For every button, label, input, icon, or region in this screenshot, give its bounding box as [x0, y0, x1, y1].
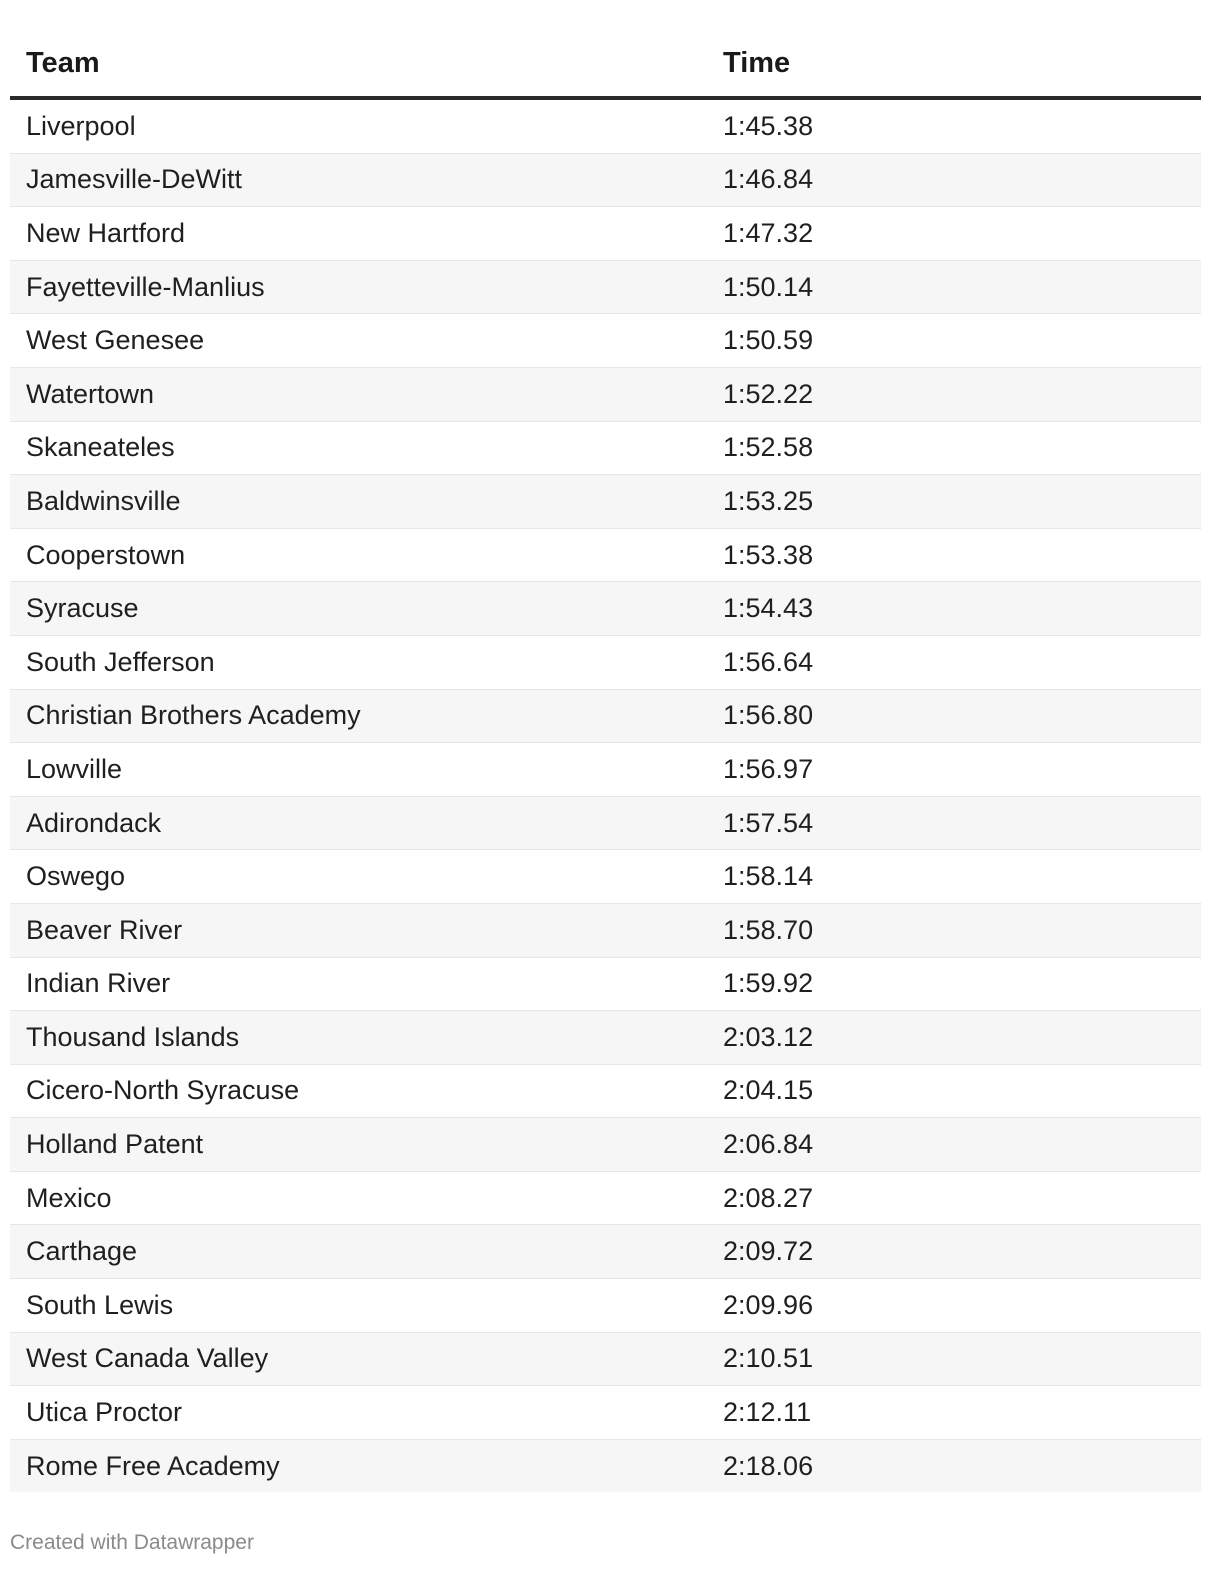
time-cell: 1:47.32: [707, 207, 1201, 261]
team-cell: Christian Brothers Academy: [10, 689, 707, 743]
time-cell: 2:08.27: [707, 1171, 1201, 1225]
time-cell: 1:54.43: [707, 582, 1201, 636]
results-table-container: [10, 30, 1201, 1492]
team-cell: Indian River: [10, 957, 707, 1011]
team-cell: Fayetteville-Manlius: [10, 260, 707, 314]
time-cell: 2:03.12: [707, 1011, 1201, 1065]
team-cell: Beaver River: [10, 903, 707, 957]
time-cell: 1:59.92: [707, 957, 1201, 1011]
table-body: [10, 98, 1201, 1492]
time-cell: 1:50.14: [707, 260, 1201, 314]
team-cell: New Hartford: [10, 207, 707, 261]
table-row: [10, 1064, 1201, 1118]
table-row: [10, 260, 1201, 314]
table-row: [10, 635, 1201, 689]
table-row: [10, 796, 1201, 850]
team-cell: Rome Free Academy: [10, 1439, 707, 1492]
table-row: [10, 98, 1201, 153]
results-table: [10, 30, 1201, 1492]
table-row: [10, 1279, 1201, 1333]
time-cell: 1:53.38: [707, 528, 1201, 582]
time-cell: 1:56.97: [707, 743, 1201, 797]
team-cell: Carthage: [10, 1225, 707, 1279]
team-cell: West Genesee: [10, 314, 707, 368]
time-cell: 2:06.84: [707, 1118, 1201, 1172]
column-header-time[interactable]: Time: [707, 30, 1201, 98]
time-cell: 1:56.80: [707, 689, 1201, 743]
team-cell: Utica Proctor: [10, 1386, 707, 1440]
table-row: [10, 314, 1201, 368]
team-cell: Oswego: [10, 850, 707, 904]
table-row: [10, 421, 1201, 475]
team-cell: Mexico: [10, 1171, 707, 1225]
time-cell: 1:56.64: [707, 635, 1201, 689]
table-row: [10, 153, 1201, 207]
table-row: [10, 475, 1201, 529]
table-header-row: [10, 30, 1201, 98]
time-cell: 2:09.96: [707, 1279, 1201, 1333]
time-cell: 1:53.25: [707, 475, 1201, 529]
table-row: [10, 850, 1201, 904]
team-cell: Jamesville-DeWitt: [10, 153, 707, 207]
time-cell: 1:45.38: [707, 98, 1201, 153]
team-cell: Cooperstown: [10, 528, 707, 582]
team-cell: Skaneateles: [10, 421, 707, 475]
table-row: [10, 957, 1201, 1011]
table-row: [10, 1225, 1201, 1279]
table-row: [10, 1011, 1201, 1065]
table-row: [10, 903, 1201, 957]
table-row: [10, 1332, 1201, 1386]
team-cell: West Canada Valley: [10, 1332, 707, 1386]
team-cell: Holland Patent: [10, 1118, 707, 1172]
time-cell: 1:57.54: [707, 796, 1201, 850]
datawrapper-credit: Created with Datawrapper: [10, 1531, 254, 1554]
table-row: [10, 207, 1201, 261]
time-cell: 2:09.72: [707, 1225, 1201, 1279]
time-cell: 1:58.70: [707, 903, 1201, 957]
time-cell: 2:04.15: [707, 1064, 1201, 1118]
time-cell: 1:52.22: [707, 367, 1201, 421]
team-cell: Thousand Islands: [10, 1011, 707, 1065]
table-row: [10, 367, 1201, 421]
team-cell: Watertown: [10, 367, 707, 421]
column-header-team[interactable]: Team: [10, 30, 707, 98]
table-row: [10, 1171, 1201, 1225]
team-cell: South Lewis: [10, 1279, 707, 1333]
team-cell: South Jefferson: [10, 635, 707, 689]
table-row: [10, 689, 1201, 743]
time-cell: 1:50.59: [707, 314, 1201, 368]
team-cell: Adirondack: [10, 796, 707, 850]
time-cell: 2:12.11: [707, 1386, 1201, 1440]
table-row: [10, 1118, 1201, 1172]
time-cell: 2:18.06: [707, 1439, 1201, 1492]
table-row: [10, 1439, 1201, 1492]
team-cell: Cicero-North Syracuse: [10, 1064, 707, 1118]
time-cell: 1:58.14: [707, 850, 1201, 904]
table-row: [10, 743, 1201, 797]
team-cell: Baldwinsville: [10, 475, 707, 529]
team-cell: Syracuse: [10, 582, 707, 636]
time-cell: 2:10.51: [707, 1332, 1201, 1386]
table-row: [10, 1386, 1201, 1440]
team-cell: Lowville: [10, 743, 707, 797]
table-row: [10, 582, 1201, 636]
time-cell: 1:52.58: [707, 421, 1201, 475]
team-cell: Liverpool: [10, 98, 707, 153]
table-row: [10, 528, 1201, 582]
time-cell: 1:46.84: [707, 153, 1201, 207]
